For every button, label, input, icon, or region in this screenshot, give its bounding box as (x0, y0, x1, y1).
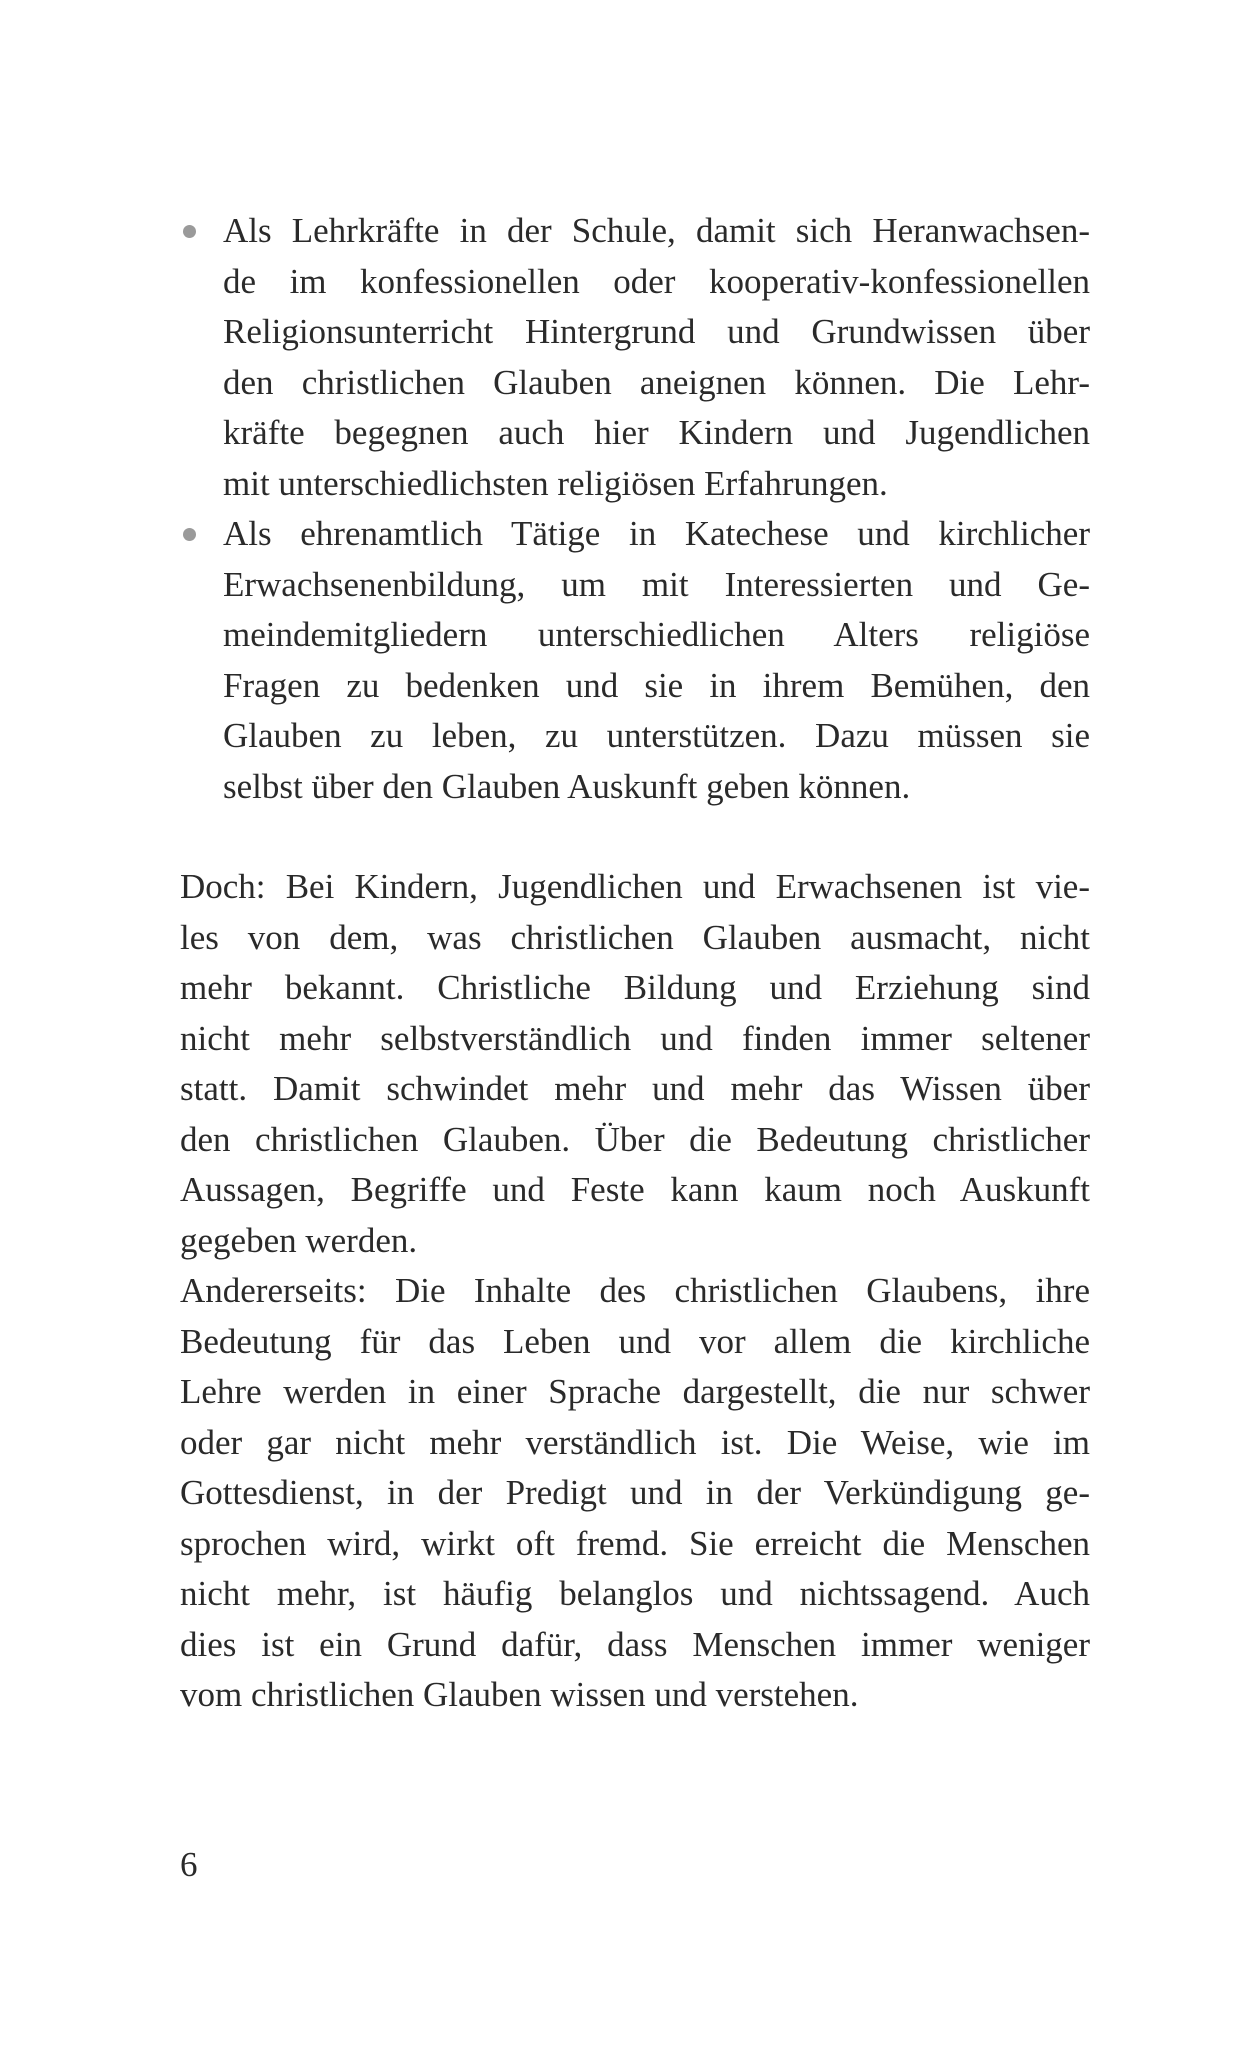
text-line: Religionsunterricht Hintergrund und Grundwissen über (223, 312, 1090, 351)
text-line: gegeben werden. (180, 1220, 418, 1260)
text-line: den christlichen Glauben aneignen können. Die Lehr- (223, 362, 1090, 402)
text-line: sprochen wird, wirkt oft fremd. Sie erreicht die Menschen (180, 1523, 1090, 1563)
text-line: Bedeutung für das Leben und vor allem die kirchliche (180, 1321, 1090, 1361)
text-line: Erwachsenenbildung, um mit Interessierten und Ge- (223, 564, 1090, 604)
text-line: Glauben zu leben, zu unterstützen. Dazu müssen sie (223, 716, 1090, 755)
page-number: 6 (180, 1845, 198, 1884)
text-line: de im konfessionellen oder kooperativ-konfessionellen (223, 261, 1090, 301)
text-line: meindemitgliedern unterschiedlichen Alters religiöse (223, 615, 1090, 654)
text-line: den christlichen Glauben. Über die Bedeutung christlicher (180, 1119, 1090, 1159)
body-text (180, 862, 1090, 1721)
text-line: kräfte begegnen auch hier Kindern und Jugendlichen (223, 413, 1090, 452)
text-line: dies ist ein Grund dafür, dass Menschen immer weniger (180, 1624, 1090, 1664)
paragraph-doch (180, 862, 1090, 1266)
text-line: statt. Damit schwindet mehr und mehr das Wissen über (180, 1069, 1090, 1108)
text-line: oder gar nicht mehr verständlich ist. Die Weise, wie im (180, 1422, 1090, 1462)
bullet-item-teachers (180, 206, 1090, 509)
paragraph-andererseits (180, 1266, 1090, 1721)
text-line: les von dem, was christlichen Glauben ausmacht, nicht (180, 917, 1090, 957)
text-line: Gottesdienst, in der Predigt und in der Verkündigung ge- (180, 1473, 1090, 1512)
text-line: Doch: Bei Kindern, Jugendlichen und Erwachsenen ist vie- (180, 867, 1090, 906)
text-line: mit unterschiedlichsten religiösen Erfahrungen. (223, 463, 888, 503)
bullet-dot-icon (183, 528, 196, 541)
text-line: Aussagen, Begriffe und Feste kann kaum noch Auskunft (180, 1170, 1090, 1209)
text-line: Als ehrenamtlich Tätige in Katechese und kirchlicher (223, 514, 1090, 553)
text-line: Lehre werden in einer Sprache dargestellt, die nur schwer (180, 1372, 1090, 1411)
bullet-dot-icon (183, 225, 196, 238)
text-line: selbst über den Glauben Auskunft geben können. (223, 766, 911, 806)
text-line: mehr bekannt. Christliche Bildung und Erziehung sind (180, 968, 1090, 1007)
text-line: Andererseits: Die Inhalte des christlichen Glaubens, ihre (180, 1271, 1090, 1310)
bullet-item-volunteers (180, 509, 1090, 812)
bullet-list (180, 206, 1090, 812)
text-line: Als Lehrkräfte in der Schule, damit sich Heranwachsen- (223, 211, 1090, 250)
text-line: Fragen zu bedenken und sie in ihrem Bemühen, den (223, 665, 1090, 705)
text-line: nicht mehr, ist häufig belanglos und nichtssagend. Auch (180, 1574, 1090, 1613)
text-line: nicht mehr selbstverständlich und finden immer seltener (180, 1018, 1090, 1058)
text-line: vom christlichen Glauben wissen und verstehen. (180, 1675, 859, 1714)
